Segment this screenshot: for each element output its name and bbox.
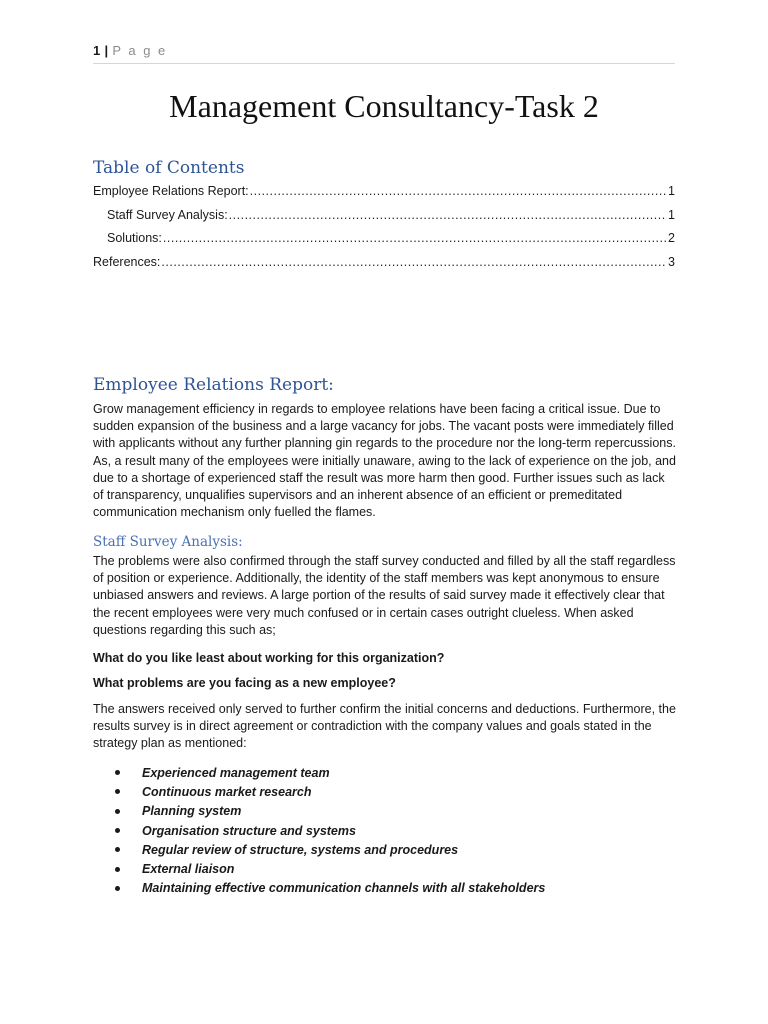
toc-entry-staff-survey[interactable] (107, 208, 675, 224)
bullet-icon (115, 789, 120, 794)
bullet-icon (115, 828, 120, 833)
toc-entry-page: 3 (668, 255, 675, 269)
survey-question-1: What do you like least about working for this organization? (93, 651, 445, 665)
company-values-list (112, 763, 545, 898)
followup-paragraph: The answers received only served to further confirm the initial concerns and deductions. Furthermore, the results survey is in direct agreement or contradiction with the company values and goals stated in the strategy plan as mentioned: (93, 702, 676, 751)
bullet-icon (115, 886, 120, 891)
toc-entry-employee-relations[interactable] (93, 184, 675, 200)
list-item: Experienced management team (112, 763, 545, 782)
bullet-icon (115, 770, 120, 775)
bullet-icon (115, 867, 120, 872)
bullet-icon (115, 809, 120, 814)
survey-question-2: What problems are you facing as a new employee? (93, 676, 396, 690)
toc-leader-dots (163, 231, 667, 245)
toc-leader-dots (161, 255, 667, 269)
toc-leader-dots (229, 208, 667, 222)
list-item: Regular review of structure, systems and procedures (112, 840, 545, 859)
list-item: Maintaining effective communication channels with all stakeholders (112, 879, 545, 898)
toc-entry-label: Staff Survey Analysis: (107, 208, 228, 222)
toc-entry-page: 2 (668, 231, 675, 245)
document-title: Management Consultancy-Task 2 (169, 88, 599, 124)
toc-leader-dots (250, 184, 667, 198)
toc-entry-solutions[interactable] (107, 231, 675, 247)
page-number: 1 (93, 43, 101, 58)
section-heading-employee-relations: Employee Relations Report: (93, 375, 334, 395)
page-label: P a g e (112, 43, 168, 58)
toc-entry-references[interactable] (93, 255, 675, 271)
page-header (93, 43, 675, 64)
list-item: Planning system (112, 802, 545, 821)
staff-survey-paragraph: The problems were also confirmed through the staff survey conducted and filled by all the staff regardless of position or experience. Additionally, the identity of the staff members was kept anonymous to ensure unbiased answers and reviews. A large portion of the results of said survey made it effectively clear that the recent employees were very much confused or in certain cases outright clueless. When asked questions regarding this such as; (93, 554, 676, 637)
toc-entry-page: 1 (668, 184, 675, 198)
toc-entry-page: 1 (668, 208, 675, 222)
toc-entry-label: References: (93, 255, 161, 269)
list-item: Continuous market research (112, 782, 545, 801)
toc-heading: Table of Contents (93, 158, 245, 178)
list-item: Organisation structure and systems (112, 821, 545, 840)
header-separator: | (104, 43, 109, 58)
toc-entry-label: Solutions: (107, 231, 162, 245)
list-item: External liaison (112, 859, 545, 878)
employee-relations-paragraph: Grow management efficiency in regards to employee relations have been facing a critical issue. Due to sudden expansion of the business and a large vacancy for jobs. The vacant posts were immediately filled with applicants without any further planning gin regards to the procedure nor the long-term repercussions. As, a result many of the employees were initially unaware, awing to the lack of experience on the job, and due to a shortage of experienced staff the result was more harm then good. Further issues such as lack of transparency, unqualifies supervisors and an inherent absence of an efficient or premeditated communication mechanism only fuelled the flames. (93, 402, 676, 520)
section-heading-staff-survey: Staff Survey Analysis: (93, 534, 243, 550)
bullet-icon (115, 847, 120, 852)
toc-entry-label: Employee Relations Report: (93, 184, 249, 198)
